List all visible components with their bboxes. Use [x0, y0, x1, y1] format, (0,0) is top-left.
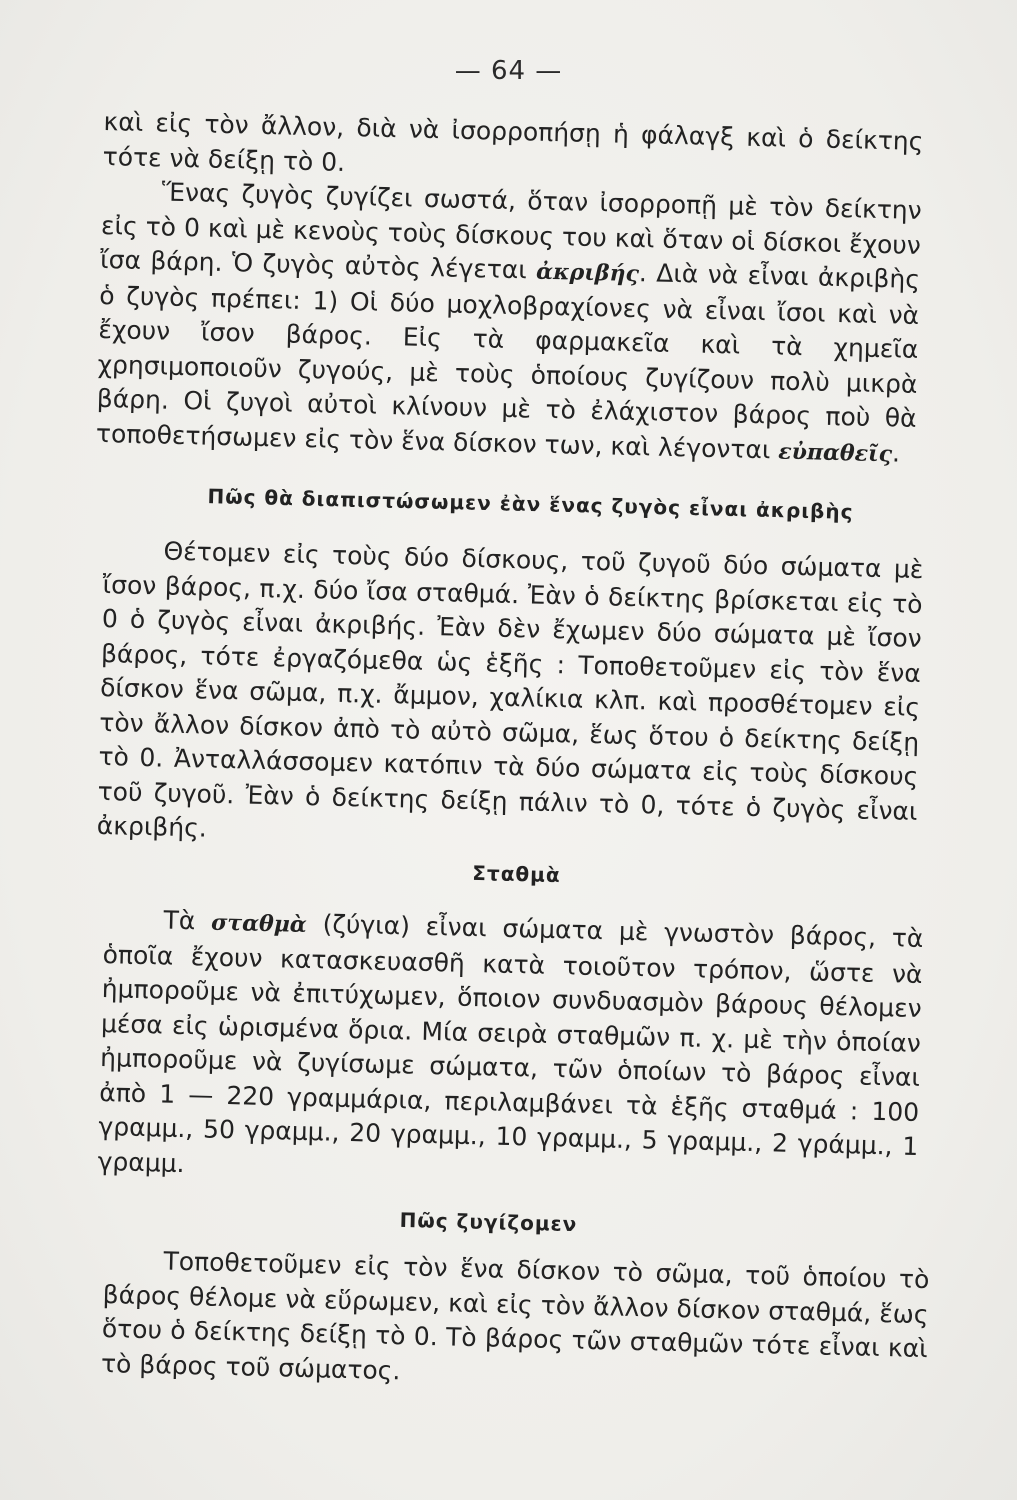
paragraph-text: Ἕνας ζυγὸς ζυγίζει σωστά, ὅταν ἰσορροπῇ μὲ τὸν δείκτην εἰς τὸ 0 καὶ μὲ κενοὺς τοὺς δίσκους του καὶ ὅταν οἱ δίσκοι ἔχουν ἴσα βάρη. Ὁ ζυγὸς αὐτὸς λέγεται — [99, 177, 923, 285]
paragraph-weights — [97, 902, 924, 1199]
paragraph-text-start: Τὰ — [163, 905, 196, 936]
term-akrivis: ἀκριβής — [535, 258, 640, 288]
paragraph-text: Τοποθετοῦμεν εἰς τὸν ἕνα δίσκον τὸ σῶμα, τοῦ ὁποίου τὸ βάρος θέλομε νὰ εὕρωμεν, καὶ εἰς τὸν ἄλλον δίσκον σταθμά, ἕως ὅτου ὁ δείκτης δείξῃ τὸ 0. Τὸ βάρος τῶν σταθμῶν τότε εἶναι καὶ τὸ βάρος τοῦ σώματος. — [100, 1246, 930, 1385]
section-heading-check-accuracy: Πῶς θὰ διαπιστώσωμεν ἐὰν ἕνας ζυγὸς εἶναι ἀκριβὴς — [207, 484, 854, 524]
paragraph-text-rest: (ζύγια) εἶναι σώματα μὲ γνωστὸν βάρος, τὰ ὁποῖα ἔχουν κατασκευασθῆ κατὰ τοιοῦτον τρόπον, ὥστε νὰ ἠμποροῦμε νὰ ἐπιτύχωμεν, ὅποιον συνδυασμὸν βάρους θέλομεν μέσα εἰς ὡρισμένα ὅρια. Μία σειρὰ σταθμῶν π. χ. μὲ τὴν ὁποίαν ἠμποροῦμε νὰ ζυγίσωμε σώματα, τῶν ὁποίων τὸ βάρος εἶναι ἀπὸ 1 — 220 γραμμάρια, περιλαμβάνει τὰ ἑξῆς σταθμά : 100 γραμμ., 50 γραμμ., 20 γραμμ., 10 γραμμ., 5 γραμμ., 2 γράμμ., 1 γραμμ. — [97, 909, 924, 1178]
section-heading-weights: Σταθμὰ — [472, 860, 561, 888]
paragraph-accurate-scale — [96, 174, 923, 472]
paragraph-balance-accuracy — [96, 105, 924, 472]
paragraph-continuation: καὶ εἰς τὸν ἄλλον, διὰ νὰ ἰσορροπήσῃ ἡ φάλαγξ καὶ ὁ δείκτης τότε νὰ δείξῃ τὸ 0. — [102, 106, 924, 177]
term-efpatheis: εὐπαθεῖς — [778, 438, 893, 467]
paragraph-end: . — [891, 437, 901, 468]
paragraph-text: . Διὰ νὰ εἶναι ἀκριβὴς ὁ ζυγὸς πρέπει: 1) Οἱ δύο μοχλοβραχίονες νὰ εἶναι ἴσοι καὶ νὰ ἔχουν ἴσον βάρος. Εἰς τὰ φαρμακεῖα καὶ τὰ χημεῖα χρησιμοποιοῦν ζυγούς, μὲ τοὺς ὁποίους ζυγίζουν πολὺ μικρὰ βάρη. Οἱ ζυγοὶ αὐτοὶ κλίνουν μὲ τὸ ἐλάχιστον βάρος ποὺ θὰ τοποθετήσωμεν εἰς τὸν ἕνα δίσκον των, καὶ λέγονται — [95, 258, 921, 464]
paragraph-how-to-weigh — [101, 1243, 930, 1401]
section-heading-how-to-weigh: Πῶς ζυγίζομεν — [399, 1207, 578, 1237]
paragraph-text: Θέτομεν εἰς τοὺς δύο δίσκους, τοῦ ζυγοῦ δύο σώματα μὲ ἴσον βάρος, π.χ. δύο ἴσα σταθμά. Ἐὰν ὁ δείκτης βρίσκεται εἰς τὸ 0 ὁ ζυγὸς εἶναι ἀκριβής. Ἐὰν δὲν ἔχωμεν δύο σώματα μὲ ἴσον βάρος, τότε ἐργαζόμεθα ὡς ἑξῆς : Τοποθετοῦμεν εἰς τὸν ἕνα δίσκον ἕνα σῶμα, π.χ. ἄμμον, χαλίκια κλπ. καὶ προσθέτομεν εἰς τὸν ἄλλον δίσκον ἀπὸ τὸ αὐτὸ σῶμα, ἕως ὅτου ὁ δείκτης δείξῃ τὸ 0. Ἀνταλλάσσομεν κατόπιν τὰ δύο σώματα εἰς τοὺς δίσκους τοῦ ζυγοῦ. Ἐὰν ὁ δείκτης δείξῃ πάλιν τὸ 0, τότε ὁ ζυγὸς εἶναι ἀκριβής. — [96, 536, 924, 843]
paragraph-check-procedure — [96, 533, 923, 863]
page-number: — 64 — — [454, 56, 563, 86]
term-stathma: σταθμὰ — [210, 909, 308, 938]
paragraph-text — [97, 902, 924, 1199]
